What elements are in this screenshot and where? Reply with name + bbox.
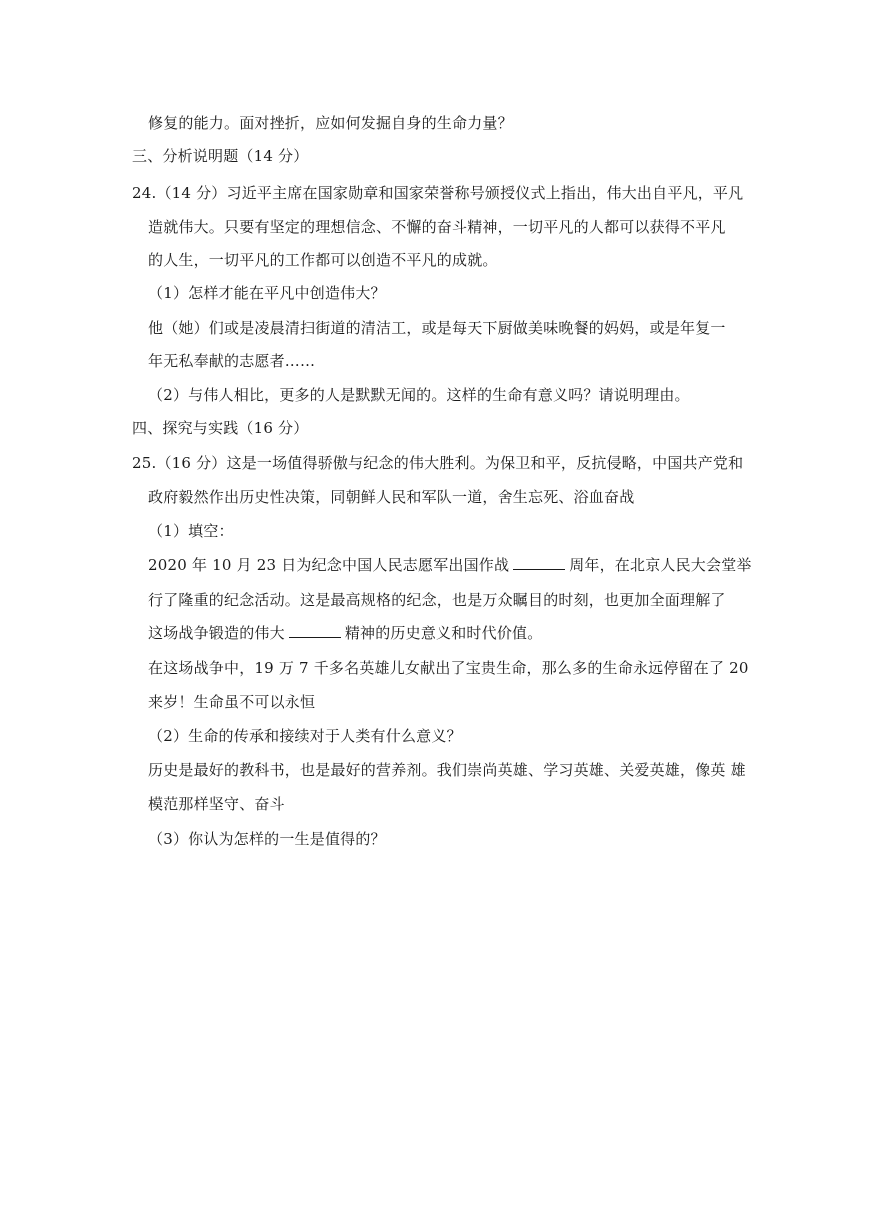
section-heading-4: 四、探究与实践（16 分） <box>132 419 309 437</box>
question-24-stem-cont: 的人生，一切平凡的工作都可以创造不平凡的成就。 <box>148 251 498 269</box>
question-25-material-2-cont: 模范那样坚守、奋斗 <box>148 795 285 813</box>
question-24-material: 他（她）们或是凌晨清扫街道的清洁工，或是每天下厨做美味晚餐的妈妈，或是年复一 <box>148 319 726 337</box>
question-25-sub-1: （1）填空： <box>148 522 234 540</box>
question-24-sub-2: （2）与伟人相比，更多的人是默默无闻的。这样的生命有意义吗？请说明理由。 <box>148 386 690 404</box>
answer-blank-2[interactable] <box>289 623 341 638</box>
question-24-stem: 24.（14 分）习近平主席在国家勋章和国家荣誉称号颁授仪式上指出，伟大出自平凡，平凡 <box>132 184 744 202</box>
answer-blank-1[interactable] <box>513 555 565 570</box>
question-25-fill-line-1 <box>148 555 752 575</box>
question-25-fill-line-2: 行了隆重的纪念活动。这是最高规格的纪念，也是万众瞩目的时刻，也更加全面理解了 <box>148 591 726 609</box>
fill-text-after: 周年，在北京人民大会堂举 <box>569 556 752 574</box>
fill-text-before: 2020 年 10 月 23 日为纪念中国人民志愿军出国作战 <box>148 556 510 574</box>
fill-text-before: 这场战争锻造的伟大 <box>148 624 285 642</box>
question-25-material: 在这场战争中，19 万 7 千多名英雄儿女献出了宝贵生命，那么多的生命永远停留在了 20 <box>148 659 749 677</box>
question-25-sub-3: （3）你认为怎样的一生是值得的？ <box>148 830 386 848</box>
question-25-material-2: 历史是最好的教科书，也是最好的营养剂。我们崇尚英雄、学习英雄、关爱英雄，像英 雄 <box>148 761 746 779</box>
question-25-stem: 25.（16 分）这是一场值得骄傲与纪念的伟大胜利。为保卫和平，反抗侵略，中国共产党和 <box>132 454 744 472</box>
question-25-fill-line-3 <box>148 623 542 643</box>
fill-text-after: 精神的历史意义和时代价值。 <box>344 624 543 642</box>
section-heading-3: 三、分析说明题（14 分） <box>132 147 309 165</box>
question-24-stem-cont: 造就伟大。只要有坚定的理想信念、不懈的奋斗精神，一切平凡的人都可以获得不平凡 <box>148 218 726 236</box>
text-line-continuation: 修复的能力。面对挫折，应如何发掘自身的生命力量？ <box>148 114 513 132</box>
question-25-sub-2: （2）生命的传承和接续对于人类有什么意义？ <box>148 727 462 745</box>
question-24-sub-1: （1）怎样才能在平凡中创造伟大？ <box>148 284 386 302</box>
question-25-stem-cont: 政府毅然作出历史性决策，同朝鲜人民和军队一道，舍生忘死、浴血奋战 <box>148 488 635 506</box>
question-25-material-cont: 来岁！生命虽不可以永恒 <box>148 693 316 711</box>
question-24-material-cont: 年无私奉献的志愿者…… <box>148 352 316 370</box>
